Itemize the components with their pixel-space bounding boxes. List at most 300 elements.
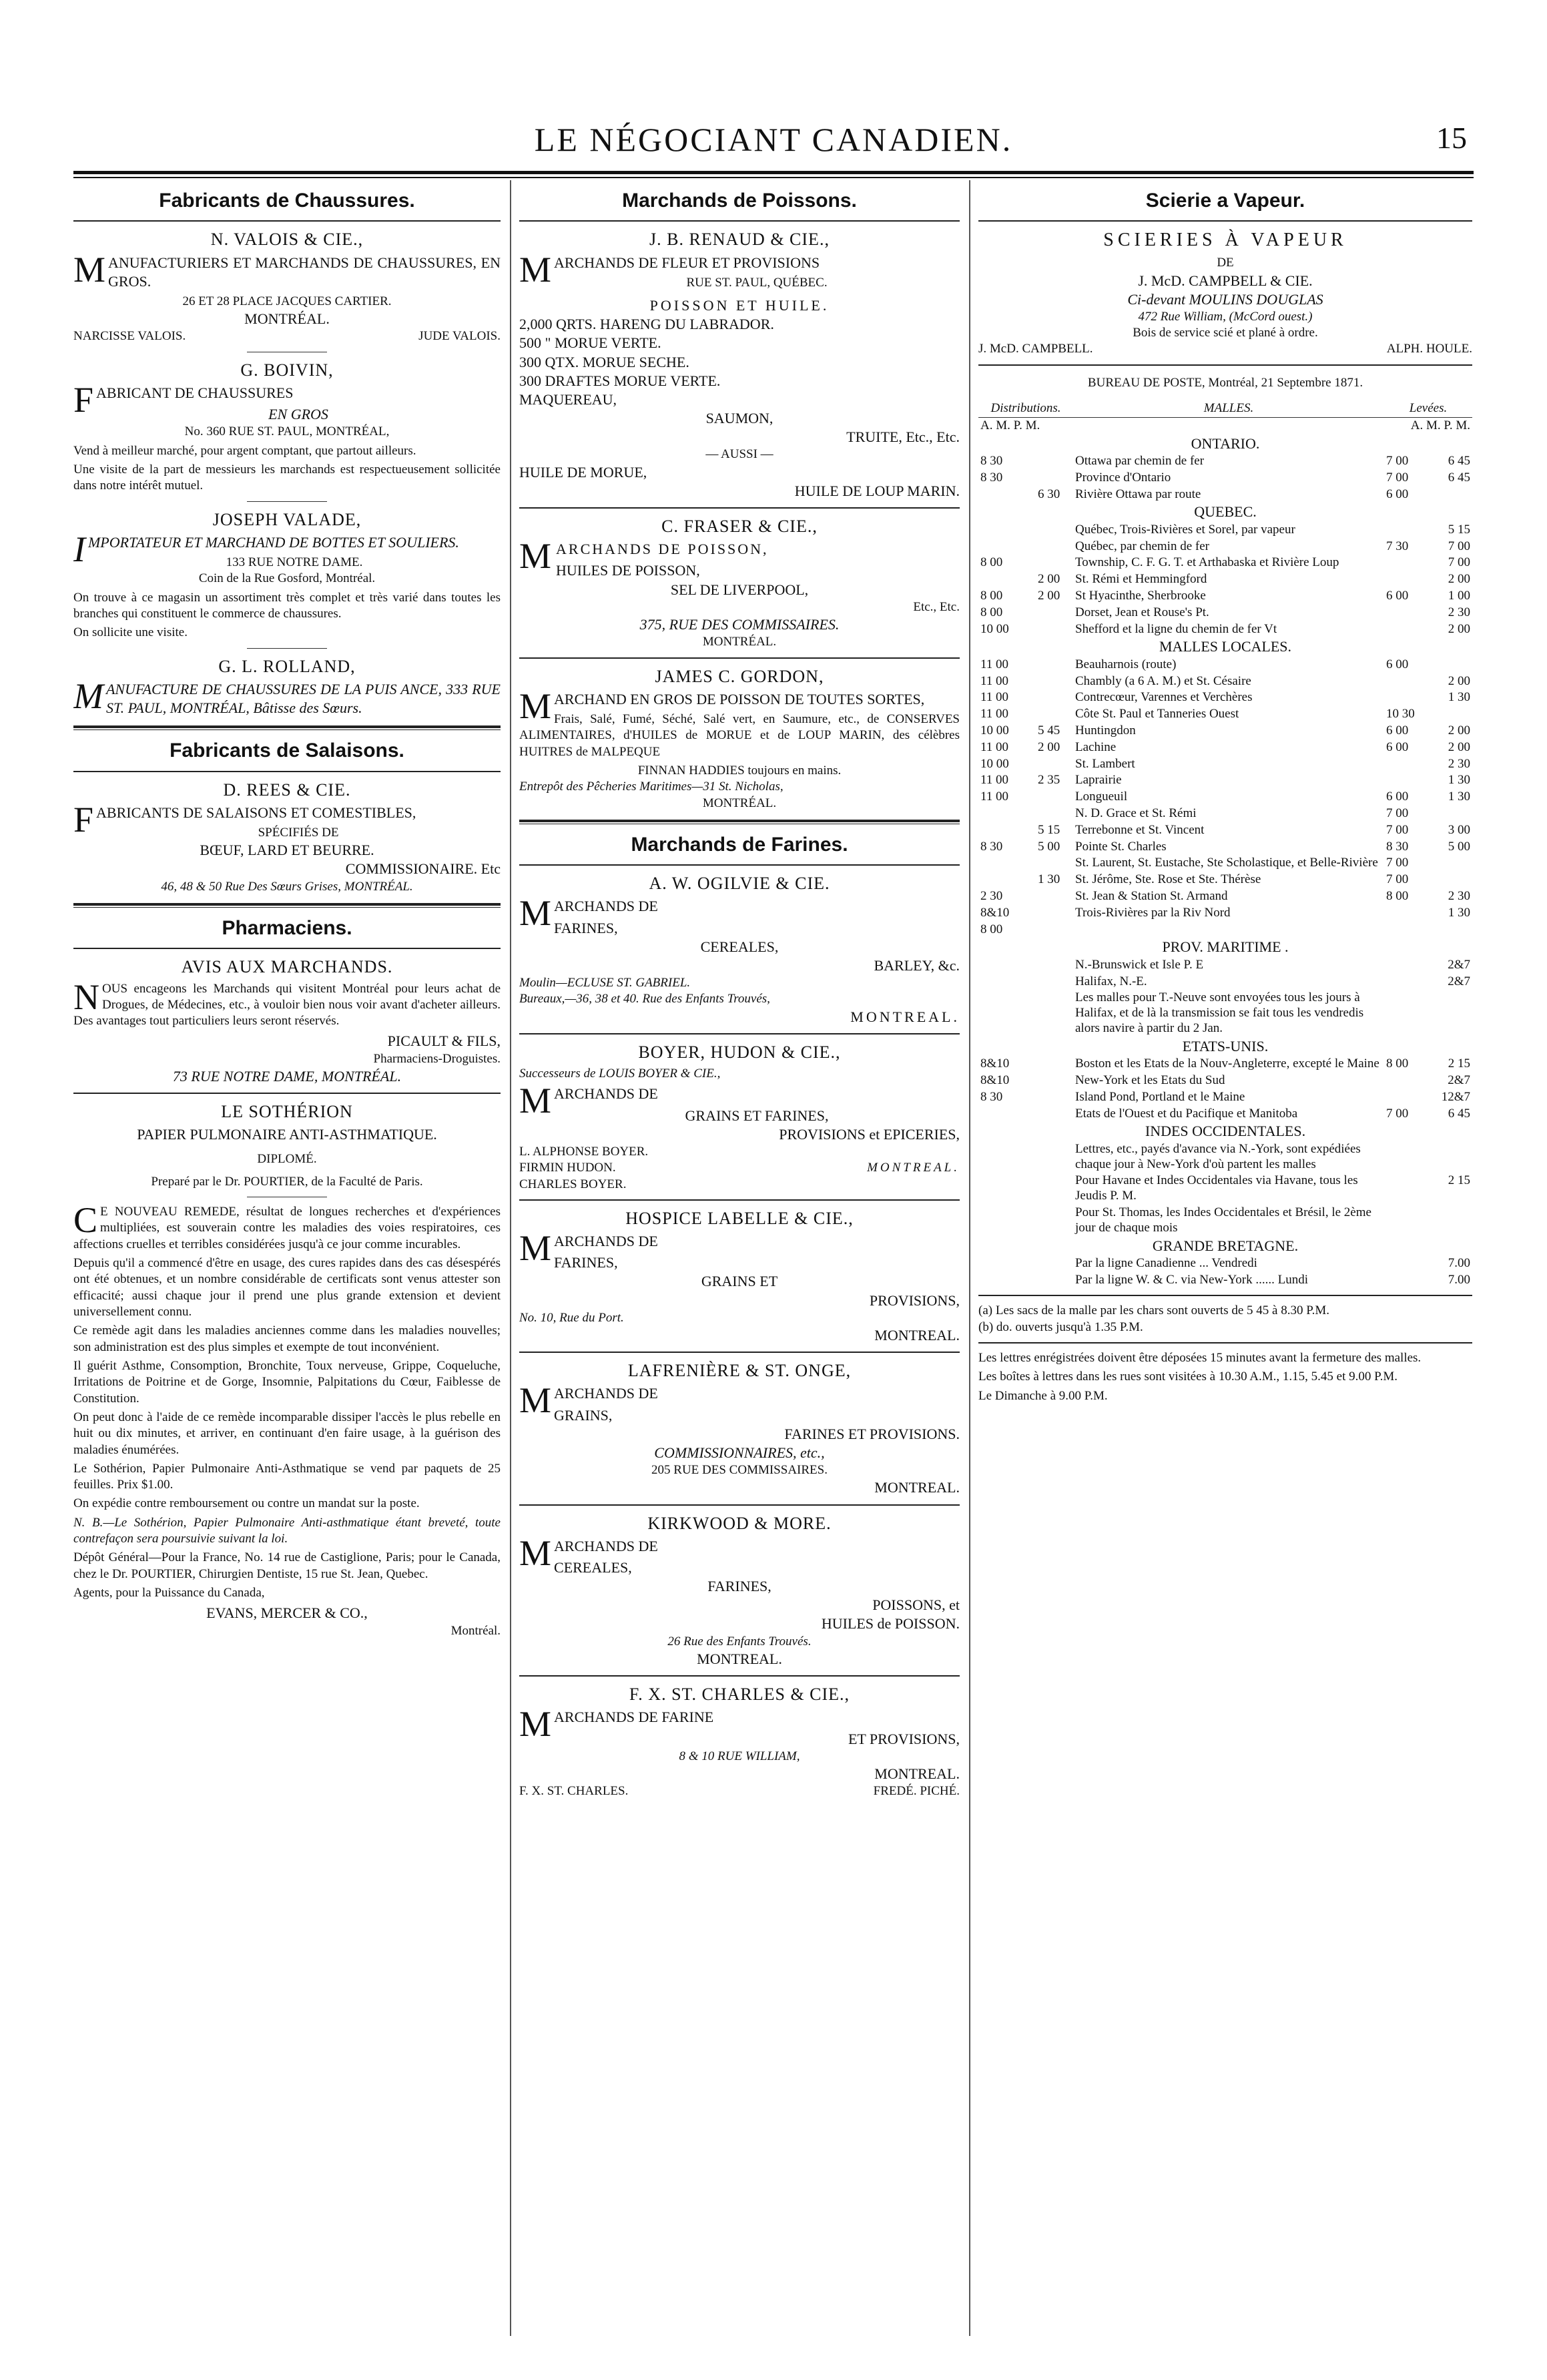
- ad-boivin-text: Vend à meilleur marché, pour argent comptant, que partout ailleurs.: [73, 443, 416, 458]
- levee-pm: 5 15: [1448, 522, 1470, 537]
- ad-renaud-item: 300 QTX. MORUE SECHE.: [519, 353, 689, 370]
- distribution-pm: [1036, 1073, 1073, 1089]
- mail-row: [978, 1141, 1472, 1173]
- distribution-am: [978, 522, 1036, 539]
- distribution-pm: [1036, 1056, 1073, 1073]
- ad-fraser-address: 375, RUE DES COMMISSAIRES.: [639, 616, 840, 633]
- ad-scierie-de: DE: [1217, 256, 1234, 270]
- levee-pm: 2&7: [1448, 1073, 1470, 1087]
- ad-ogilvie-line: MARCHANDS DE: [519, 893, 658, 934]
- header-levees: Levées.: [1384, 400, 1472, 417]
- ad-lafreniere-item: FARINES ET PROVISIONS.: [784, 1425, 960, 1442]
- levee-am: [1384, 1205, 1422, 1237]
- distribution-am: 10 00: [980, 723, 1009, 738]
- distribution-pm: [1036, 789, 1073, 806]
- levee-pm: 1 30: [1448, 905, 1470, 920]
- mail-section-title: INDES OCCIDENTALES.: [1145, 1123, 1306, 1140]
- mail-route: Par la ligne W. & C. via New-York ...... Lundi: [1075, 1272, 1309, 1287]
- ad-lafreniere-item: COMMISSIONNAIRES, etc.,: [654, 1444, 825, 1461]
- ad-valois-city: MONTRÉAL.: [244, 310, 330, 328]
- distribution-pm: [1036, 990, 1073, 1036]
- ad-valade-name: JOSEPH VALADE,: [212, 509, 362, 529]
- distribution-am: [978, 872, 1036, 888]
- header-distributions: Distributions.: [978, 400, 1073, 417]
- levee-am: [1384, 756, 1422, 773]
- mail-route: St. Rémi et Hemmingford: [1075, 572, 1207, 587]
- ad-valade-corner: Coin de la Rue Gosford, Montréal.: [198, 571, 376, 586]
- mail-route: [1073, 922, 1384, 938]
- ad-sotherion-sub: PAPIER PULMONAIRE ANTI-ASTHMATIQUE.: [137, 1126, 437, 1143]
- ad-scierie-partners: [978, 341, 1472, 357]
- levee-am: [1384, 1272, 1422, 1289]
- distribution-am: 11 00: [980, 773, 1009, 788]
- mail-section-heading: [978, 938, 1472, 956]
- levee-pm: 1 00: [1448, 589, 1470, 603]
- distribution-am: [978, 571, 1036, 588]
- ad-lafreniere-city: MONTREAL.: [874, 1479, 960, 1496]
- mail-section-heading: [978, 1037, 1472, 1056]
- mail-row: [978, 689, 1472, 706]
- mail-section-title: MALLES LOCALES.: [1159, 638, 1291, 655]
- levee-am: [1384, 522, 1422, 539]
- ad-ogilvie-bureaux: Bureaux,—36, 38 et 40. Rue des Enfants Trouvés,: [519, 992, 770, 1006]
- ad-scierie-name: J. McD. CAMPBELL & CIE.: [1138, 272, 1313, 289]
- distribution-pm: [1036, 1272, 1073, 1289]
- ad-scierie-text: Bois de service scié et plané à ordre.: [1133, 326, 1318, 340]
- distribution-am: 11 00: [980, 707, 1009, 721]
- divider: [73, 771, 501, 772]
- ad-picault-address: 73 RUE NOTRE DAME, MONTRÉAL.: [172, 1067, 402, 1085]
- levee-am: [1384, 922, 1422, 938]
- ad-valois-name: N. VALOIS & CIE.,: [210, 230, 364, 250]
- levee-pm: 1 30: [1448, 690, 1470, 705]
- divider: [519, 1352, 960, 1353]
- section-heading-pharmaciens: Pharmaciens.: [222, 916, 352, 939]
- mail-row: [978, 806, 1472, 822]
- distribution-am: 11 00: [980, 690, 1009, 705]
- ad-kirkwood-item: HUILES de POISSON.: [821, 1615, 960, 1632]
- mail-route: Pointe St. Charles: [1075, 839, 1167, 854]
- mail-route: Québec, par chemin de fer: [1075, 539, 1209, 553]
- ad-renaud-item: 300 DRAFTES MORUE VERTE.: [519, 372, 721, 389]
- levee-pm: 2 15: [1448, 1057, 1470, 1071]
- ad-rees-name: D. REES & CIE.: [223, 780, 351, 800]
- mail-row: [978, 453, 1472, 470]
- levee-am: [1384, 957, 1422, 974]
- ad-renaud-item: MAQUEREAU,: [519, 390, 617, 408]
- ad-evans-name: EVANS, MERCER & CO.,: [206, 1604, 368, 1622]
- distribution-am: 11 00: [980, 657, 1009, 671]
- divider: [519, 507, 960, 509]
- partner: FIRMIN HUDON.: [519, 1161, 616, 1175]
- distribution-pm: [1036, 555, 1073, 571]
- distribution-pm: 5 45: [1038, 723, 1060, 738]
- ad-gordon-text: Frais, Salé, Fumé, Séché, Salé vert, en Saumure, etc., de CONSERVES ALIMENTAIRES, d'HUILES de MORUE et de LOUP MARIN, des célèbres HUITRES de MALPEQUE: [519, 711, 960, 759]
- column-left: [73, 180, 501, 2343]
- levee-pm: 7 00: [1448, 555, 1470, 570]
- divider: [519, 220, 960, 222]
- mail-route: Longueuil: [1075, 790, 1128, 804]
- mail-route: Terrebonne et St. Vincent: [1075, 822, 1205, 837]
- mail-schedule-table: [978, 400, 1472, 1288]
- distribution-am: [978, 806, 1036, 822]
- mail-route: St Hyacinthe, Sherbrooke: [1075, 589, 1206, 603]
- ad-sotherion-text: On peut donc à l'aide de ce remède incomparable dissiper l'accès le plus rebelle en huit ou dix minutes, et arriver, en continuant d'en faire usage, à la guérison des maladies énumérées.: [73, 1410, 501, 1457]
- mail-row: [978, 487, 1472, 503]
- mail-route: Ottawa par chemin de fer: [1075, 454, 1205, 469]
- divider: [519, 1033, 960, 1034]
- ad-fraser-line: MARCHANDS DE POISSON,: [519, 536, 769, 577]
- mail-row: [978, 1173, 1472, 1205]
- levee-pm: 6 45: [1448, 470, 1470, 485]
- note: (b) do. ouverts jusqu'à 1.35 P.M.: [978, 1319, 1143, 1334]
- ad-stcharles-city: MONTREAL.: [874, 1765, 960, 1782]
- levee-pm: [1422, 487, 1472, 503]
- mail-row: [978, 1089, 1472, 1106]
- mail-row: [978, 855, 1472, 872]
- ad-lafreniere-line: MARCHANDS DE: [519, 1380, 658, 1421]
- ad-gordon-city: MONTRÉAL.: [702, 796, 777, 810]
- section-heading-poissons: Marchands de Poissons.: [622, 190, 857, 212]
- distribution-am: 8 30: [980, 1089, 1003, 1104]
- divider: [519, 1199, 960, 1201]
- mail-row: [978, 1205, 1472, 1237]
- mail-row: [978, 1106, 1472, 1123]
- ad-stcharles-name: F. X. ST. CHARLES & CIE.,: [629, 1685, 850, 1705]
- mail-section-heading: [978, 434, 1472, 453]
- divider: [247, 501, 327, 502]
- divider: [73, 948, 501, 949]
- ad-labelle-item: GRAINS ET: [701, 1273, 778, 1290]
- distribution-am: 8 00: [980, 589, 1003, 603]
- distribution-am: 8 00: [980, 605, 1003, 619]
- page-number: 15: [1436, 121, 1467, 155]
- ad-renaud-item: HUILE DE MORUE,: [519, 463, 647, 481]
- mail-route: Québec, Trois-Rivières et Sorel, par vapeur: [1075, 522, 1295, 537]
- ad-boivin-line: FABRICANT DE CHAUSSURES: [73, 380, 294, 420]
- mail-route: St. Lambert: [1075, 756, 1135, 771]
- column-divider-2: [969, 180, 970, 2336]
- distribution-pm: [1036, 1141, 1073, 1173]
- ad-boyer-item: GRAINS ET FARINES,: [685, 1107, 829, 1124]
- distribution-pm: [1036, 957, 1073, 974]
- ad-lafreniere-item: GRAINS,: [554, 1406, 613, 1424]
- levee-am: 7 00: [1386, 1106, 1409, 1121]
- levee-pm: [1422, 855, 1472, 872]
- levee-am: 8 00: [1386, 888, 1409, 903]
- mail-row: [978, 571, 1472, 588]
- mail-route: Township, C. F. G. T. et Arthabaska et Rivière Loup: [1075, 555, 1339, 570]
- divider: [978, 1295, 1472, 1296]
- levee-pm: 2 30: [1448, 605, 1470, 619]
- ad-rees-boeuf: BŒUF, LARD ET BEURRE.: [200, 842, 374, 859]
- ad-kirkwood-address: 26 Rue des Enfants Trouvés.: [667, 1634, 812, 1649]
- levee-am: [1384, 1255, 1422, 1272]
- ad-renaud-item: TRUITE, Etc., Etc.: [846, 428, 960, 446]
- divider: [247, 648, 327, 649]
- mail-route: Island Pond, Portland et le Maine: [1075, 1089, 1245, 1104]
- ad-renaud-item: 500 " MORUE VERTE.: [519, 334, 661, 352]
- partner: JUDE VALOIS.: [418, 329, 501, 344]
- mail-route: Lettres, etc., payés d'avance via N.-York, sont expédiées chaque jour à New-York d'où partent les malles: [1075, 1141, 1361, 1171]
- levee-am: [1384, 1089, 1422, 1106]
- note: Les lettres enrégistrées doivent être déposées 15 minutes avant la fermeture des malles.: [978, 1351, 1422, 1366]
- distribution-am: [978, 1205, 1036, 1237]
- ad-gordon-line: MARCHAND EN GROS DE POISSON DE TOUTES SORTES,: [519, 685, 925, 726]
- mail-route: Lachine: [1075, 739, 1117, 754]
- mail-route: Laprairie: [1075, 773, 1122, 788]
- ad-kirkwood-item: FARINES,: [707, 1578, 771, 1595]
- mail-section-heading: [978, 1237, 1472, 1255]
- mail-route: Par la ligne Canadienne ... Vendredi: [1075, 1255, 1257, 1270]
- distribution-pm: [1036, 1205, 1073, 1237]
- levee-pm: 7.00: [1448, 1272, 1470, 1287]
- masthead: [73, 120, 1474, 174]
- levee-am: 7 00: [1386, 822, 1409, 837]
- ad-ogilvie-city: MONTREAL.: [850, 1008, 960, 1025]
- ad-sotherion-text: Il guérit Asthme, Consomption, Bronchite, Toux nerveuse, Grippe, Coqueluche, Irritations de Poitrine et de Gorge, Insomnie, Palpitations du Cœur, Faiblesse de Constitution.: [73, 1358, 501, 1406]
- distribution-pm: [1036, 673, 1073, 690]
- ad-lafreniere-address: 205 RUE DES COMMISSAIRES.: [651, 1463, 828, 1478]
- partner: FREDÉ. PICHÉ.: [873, 1784, 960, 1799]
- levee-pm: 12&7: [1441, 1089, 1470, 1104]
- ad-avis-title: AVIS AUX MARCHANDS.: [181, 957, 393, 977]
- distribution-pm: [1036, 689, 1073, 706]
- distribution-pm: [1036, 657, 1073, 673]
- mail-route: Boston et les Etats de la Nouv-Angleterre, excepté le Maine: [1075, 1057, 1379, 1071]
- mail-row: [978, 470, 1472, 487]
- levee-am: 6 00: [1386, 723, 1409, 738]
- levee-pm: 2 15: [1448, 1173, 1470, 1188]
- header-am-pm: A. M. P. M.: [1410, 418, 1470, 432]
- ad-labelle-line: MARCHANDS DE: [519, 1228, 658, 1269]
- distribution-am: 10 00: [980, 621, 1009, 636]
- mail-row: [978, 657, 1472, 673]
- ad-renaud-aussi: — AUSSI —: [705, 447, 774, 462]
- distribution-pm: [1036, 621, 1073, 638]
- distribution-pm: [1036, 1089, 1073, 1106]
- column-right: [978, 180, 1472, 2343]
- mail-row: [978, 1272, 1472, 1289]
- ad-rees-comm: COMMISSIONAIRE. Etc: [345, 860, 501, 878]
- levee-am: 6 00: [1386, 657, 1409, 671]
- levee-am: [1384, 990, 1422, 1036]
- mail-section-heading: [978, 637, 1472, 656]
- mail-row: [978, 872, 1472, 888]
- section-rule: [73, 725, 501, 730]
- ad-rolland-line: MANUFACTURE DE CHAUSSURES DE LA PUIS ANCE, 333 RUE ST. PAUL, MONTRÉAL, Bâtisse des Sœurs.: [73, 675, 501, 716]
- distribution-pm: [1036, 922, 1073, 938]
- distribution-am: 11 00: [980, 739, 1009, 754]
- mail-route: Pour St. Thomas, les Indes Occidentales et Brésil, le 2ème jour de chaque mois: [1075, 1205, 1371, 1235]
- distribution-am: 8 30: [980, 470, 1003, 485]
- ad-lafreniere-name: LAFRENIÈRE & ST. ONGE,: [627, 1361, 852, 1381]
- section-heading-salaisons: Fabricants de Salaisons.: [170, 739, 404, 762]
- distribution-am: [978, 539, 1036, 555]
- ad-ogilvie-name: A. W. OGILVIE & CIE.: [649, 874, 830, 894]
- ad-sotherion-text: CE NOUVEAU REMEDE, résultat de longues recherches et d'expériences multipliées, est souverain contre les maladies des voies respiratoires, ces affections cruelles et terribles considérées jusqu'à ce jour comme incurables.: [73, 1200, 501, 1251]
- levee-am: 6 00: [1386, 790, 1409, 804]
- distribution-am: 2 30: [980, 888, 1003, 903]
- mail-route: Contrecœur, Varennes et Verchères: [1075, 690, 1253, 705]
- ad-ogilvie-item: CEREALES,: [700, 938, 779, 955]
- note: Les boîtes à lettres dans les rues sont visitées à 10.30 A.M., 1.15, 5.45 et 9.00 P.M.: [978, 1370, 1398, 1384]
- distribution-am: [978, 487, 1036, 503]
- note: Le Dimanche à 9.00 P.M.: [978, 1388, 1108, 1403]
- distribution-am: [978, 1106, 1036, 1123]
- distribution-pm: [1036, 806, 1073, 822]
- distribution-pm: 5 00: [1038, 839, 1060, 854]
- distribution-pm: [1036, 974, 1073, 990]
- mail-section-title: ONTARIO.: [1191, 434, 1260, 452]
- ad-gordon-name: JAMES C. GORDON,: [655, 666, 824, 686]
- levee-pm: 2 00: [1448, 673, 1470, 688]
- ad-rees-address: 46, 48 & 50 Rue Des Sœurs Grises, MONTRÉAL.: [161, 879, 413, 894]
- ad-stcharles-partners: [519, 1783, 960, 1799]
- mail-route: St. Jérôme, Ste. Rose et Ste. Thérèse: [1075, 872, 1261, 887]
- mail-route: Beauharnois (route): [1075, 657, 1177, 671]
- ad-renaud-line: MARCHANDS DE FLEUR ET PROVISIONS: [519, 249, 820, 290]
- distribution-am: [978, 1255, 1036, 1272]
- ad-scierie-title: SCIERIES À VAPEUR: [1103, 230, 1347, 251]
- distribution-pm: 2 00: [1038, 739, 1060, 754]
- partner: NARCISSE VALOIS.: [73, 329, 186, 344]
- levee-am: 7 00: [1386, 806, 1409, 820]
- mail-route: N.-Brunswick et Isle P. E: [1075, 957, 1204, 972]
- distribution-am: [978, 974, 1036, 990]
- mail-route: Halifax, N.-E.: [1075, 974, 1147, 988]
- ad-kirkwood-item: CEREALES,: [554, 1559, 632, 1576]
- levee-am: 7 30: [1386, 539, 1409, 553]
- mail-row: [978, 588, 1472, 605]
- levee-pm: 7 00: [1448, 539, 1470, 553]
- mail-route: Province d'Ontario: [1075, 470, 1171, 485]
- masthead-rule-thin: [73, 177, 1474, 178]
- levee-am: 10 30: [1386, 707, 1415, 721]
- header-malles: MALLES.: [1073, 400, 1384, 417]
- levee-am: 8 00: [1386, 1057, 1409, 1071]
- distribution-pm: 5 15: [1038, 822, 1060, 837]
- mail-row: [978, 839, 1472, 856]
- distribution-am: [978, 1141, 1036, 1173]
- distribution-pm: [1036, 1173, 1073, 1205]
- mail-row: [978, 772, 1472, 789]
- ad-boivin-engros: EN GROS: [268, 406, 328, 423]
- distribution-pm: [1036, 855, 1073, 872]
- distribution-pm: [1036, 605, 1073, 621]
- ad-boyer-item: PROVISIONS et EPICERIES,: [779, 1125, 960, 1143]
- ad-sotherion-text: Ce remède agit dans les maladies anciennes comme dans les maladies nouvelles; son administration est des plus simples et exempte de tout inconvénient.: [73, 1323, 501, 1354]
- ad-labelle-name: HOSPICE LABELLE & CIE.,: [625, 1208, 854, 1228]
- divider: [978, 220, 1472, 222]
- divider: [519, 1504, 960, 1506]
- ad-valois-address: 26 ET 28 PLACE JACQUES CARTIER.: [182, 294, 392, 308]
- ad-valade-line: IMPORTATEUR ET MARCHAND DE BOTTES ET SOULIERS.: [73, 529, 459, 569]
- ad-stcharles-item: ET PROVISIONS,: [848, 1730, 960, 1747]
- section-rule: [519, 820, 960, 824]
- mail-row: [978, 922, 1472, 938]
- ad-valois-partners: [73, 328, 501, 344]
- mail-route: N. D. Grace et St. Rémi: [1075, 806, 1197, 820]
- mail-route: Etats de l'Ouest et du Pacifique et Manitoba: [1075, 1106, 1298, 1121]
- ad-stcharles-line: MARCHANDS DE FARINE: [519, 1704, 714, 1745]
- mail-route: New-York et les Etats du Sud: [1075, 1073, 1225, 1087]
- ad-sotherion-text: On expédie contre remboursement ou contre un mandat sur la poste.: [73, 1496, 420, 1511]
- mail-route: Les malles pour T.-Neuve sont envoyées tous les jours à Halifax, et de là la transmission se fait tous les vendredis alors navire à partir du 2 Jan.: [1075, 990, 1364, 1035]
- ad-sotherion-text: Agents, pour la Puissance du Canada,: [73, 1586, 265, 1600]
- ad-valois-line: MANUFACTURIERS ET MARCHANDS DE CHAUSSURES, EN GROS.: [73, 249, 501, 290]
- ad-renaud-name: J. B. RENAUD & CIE.,: [649, 230, 830, 250]
- levee-am: [1384, 555, 1422, 571]
- ad-fraser-item: HUILES DE POISSON,: [556, 562, 700, 579]
- ad-fraser-item: Etc., Etc.: [913, 599, 960, 614]
- mail-route: Trois-Rivières par la Riv Nord: [1075, 905, 1231, 920]
- ad-kirkwood-item: POISSONS, et: [872, 1596, 960, 1614]
- levee-pm: 2 00: [1448, 572, 1470, 587]
- ad-rolland-name: G. L. ROLLAND,: [218, 656, 356, 676]
- distribution-am: [978, 822, 1036, 839]
- ad-labelle-item: FARINES,: [554, 1254, 618, 1271]
- levee-am: 7 00: [1386, 454, 1409, 469]
- mail-row: [978, 756, 1472, 773]
- levee-am: 6 00: [1386, 589, 1409, 603]
- levee-am: [1384, 673, 1422, 690]
- levee-am: [1384, 605, 1422, 621]
- distribution-pm: [1036, 470, 1073, 487]
- ad-picault-name: PICAULT & FILS,: [387, 1032, 501, 1050]
- levee-am: 6 00: [1386, 739, 1409, 754]
- distribution-am: 10 00: [980, 756, 1009, 771]
- distribution-pm: [1036, 888, 1073, 905]
- section-heading-farines: Marchands de Farines.: [631, 833, 848, 856]
- ad-gordon-finnan: FINNAN HADDIES toujours en mains.: [637, 763, 842, 778]
- levee-pm: [1422, 922, 1472, 938]
- mail-row: [978, 706, 1472, 723]
- ad-renaud-item: HUILE DE LOUP MARIN.: [794, 482, 960, 499]
- mail-row: [978, 888, 1472, 905]
- levee-pm: [1422, 1141, 1472, 1173]
- levee-pm: 2 00: [1448, 739, 1470, 754]
- distribution-pm: [1036, 905, 1073, 922]
- levee-am: [1384, 772, 1422, 789]
- mail-table-subheader: [978, 417, 1472, 434]
- levee-pm: 2 00: [1448, 723, 1470, 738]
- ad-kirkwood-name: KIRKWOOD & MORE.: [647, 1513, 832, 1533]
- distribution-pm: [1036, 1255, 1073, 1272]
- mail-row: [978, 1056, 1472, 1073]
- mail-row: [978, 723, 1472, 739]
- distribution-am: [978, 1173, 1036, 1205]
- levee-pm: [1422, 1205, 1472, 1237]
- levee-pm: 2&7: [1448, 957, 1470, 972]
- distribution-pm: 6 30: [1038, 487, 1060, 501]
- mail-section-title: GRANDE BRETAGNE.: [1152, 1237, 1299, 1254]
- mail-row: [978, 673, 1472, 690]
- distribution-pm: 1 30: [1038, 872, 1060, 887]
- distribution-am: 8 00: [980, 922, 1003, 936]
- divider: [978, 364, 1472, 366]
- distribution-pm: [1036, 539, 1073, 555]
- levee-pm: [1422, 990, 1472, 1036]
- levee-pm: [1422, 872, 1472, 888]
- levee-pm: [1422, 806, 1472, 822]
- levee-pm: 2 30: [1448, 756, 1470, 771]
- ad-labelle-city: MONTREAL.: [874, 1327, 960, 1344]
- levee-am: 6 00: [1386, 487, 1409, 501]
- levee-am: [1384, 974, 1422, 990]
- mail-row: [978, 789, 1472, 806]
- levee-am: [1384, 1141, 1422, 1173]
